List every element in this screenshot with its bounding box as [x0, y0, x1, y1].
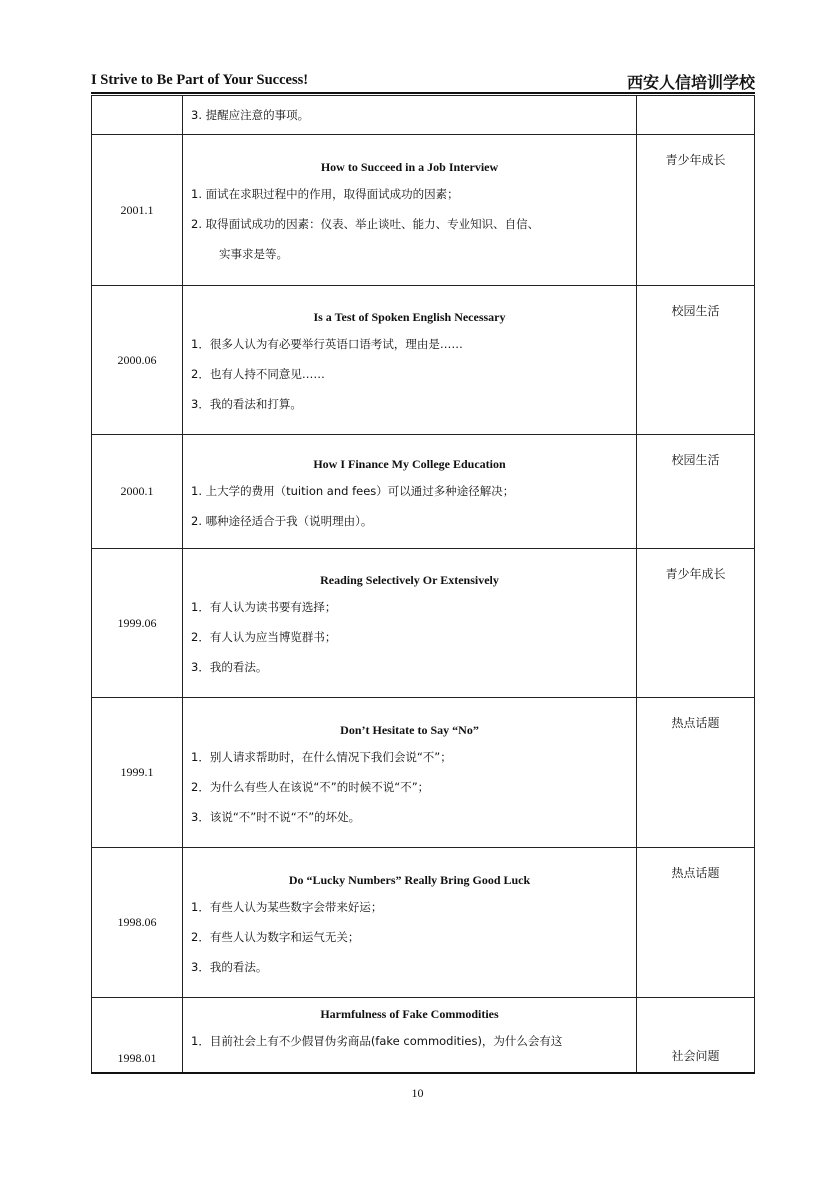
- point-text: 2．为什么有些人在该说“不”的时候不说“不”；: [191, 779, 430, 794]
- point-text: 3．我的看法。: [191, 660, 268, 674]
- category-cell: [637, 698, 755, 848]
- topic-title: How I Finance My College Education: [313, 456, 506, 471]
- category-cell: [637, 435, 755, 549]
- content-cell: [183, 286, 637, 435]
- category-cell: [637, 549, 755, 698]
- category-text: 热点话题: [671, 716, 720, 730]
- topic-title: Reading Selectively Or Extensively: [320, 573, 499, 587]
- table-row: [92, 549, 755, 698]
- point-text: 1．很多人认为有必要举行英语口语考试，理由是……: [191, 337, 463, 351]
- point-text: 2. 取得面试成功的因素：仪表、举止谈吐、能力、专业知识、自信、: [191, 217, 540, 231]
- category-text: [637, 96, 754, 112]
- point-text: 3．我的看法。: [191, 959, 268, 974]
- date-cell: [92, 96, 183, 135]
- table-row: [92, 435, 755, 549]
- category-cell: [637, 286, 755, 435]
- header-rule: [91, 92, 755, 94]
- point-text: 1．目前社会上有不少假冒伪劣商品(fake commodities)，为什么会有这: [191, 1034, 563, 1048]
- table-row: [92, 698, 755, 848]
- date-cell: 1998.06: [92, 848, 183, 998]
- category-text: 校园生活: [671, 453, 720, 467]
- date-cell: 2000.06: [92, 286, 183, 435]
- content-cell: [183, 848, 637, 998]
- essay-topics-table: [91, 95, 755, 1074]
- topic-title: How to Succeed in a Job Interview: [320, 160, 499, 174]
- point-text: 1. 上大学的费用（tuition and fees）可以通过多种途径解决；: [191, 483, 515, 498]
- point-text: 1．有些人认为某些数字会带来好运；: [191, 899, 383, 914]
- point-text: 实事求是等。: [219, 247, 288, 261]
- date-cell: [92, 998, 183, 1073]
- point-text: 2. 哪种途径适合于我（说明理由）。: [191, 513, 373, 528]
- category-text: 青少年成长: [665, 153, 726, 167]
- point-text: 2．有人认为应当博览群书；: [191, 630, 337, 644]
- point-text: 2．也有人持不同意见……: [191, 367, 325, 381]
- point-text: 1. 面试在求职过程中的作用，取得面试成功的因素；: [191, 187, 459, 201]
- date-cell: 2001.1: [92, 135, 183, 286]
- page-number: 10: [411, 1086, 424, 1100]
- date-cell: 1999.06: [92, 549, 183, 698]
- category-cell: [637, 135, 755, 286]
- content-cell: [183, 135, 637, 286]
- table-row: [92, 135, 755, 286]
- category-text: 热点话题: [671, 866, 720, 880]
- point-text: 3．我的看法和打算。: [191, 397, 302, 411]
- category-cell: [637, 998, 755, 1073]
- point-text: 1．有人认为读书要有选择；: [191, 600, 337, 614]
- table-row: [92, 848, 755, 998]
- content-cell: [183, 549, 637, 698]
- point-text: 2．有些人认为数字和运气无关；: [191, 929, 360, 944]
- table-row: [92, 998, 755, 1073]
- page-header: [91, 70, 755, 92]
- header-slogan: I Strive to Be Part of Your Success!: [91, 72, 309, 88]
- content-cell: [183, 96, 637, 135]
- category-text: 社会问题: [671, 1048, 720, 1063]
- content-cell: [183, 998, 637, 1073]
- point-text: 3．该说“不”时不说“不”的坏处。: [191, 809, 361, 824]
- category-text: 校园生活: [671, 304, 720, 318]
- table-row: [92, 286, 755, 435]
- table-row: [92, 96, 755, 135]
- category-cell: [637, 848, 755, 998]
- date-cell: 1999.1: [92, 698, 183, 848]
- topic-title: Is a Test of Spoken English Necessary: [313, 310, 506, 324]
- topic-title: Harmfulness of Fake Commodities: [320, 1007, 499, 1021]
- date-cell: 2000.1: [92, 435, 183, 549]
- point-text: 3. 提醒应注意的事项。: [191, 108, 310, 122]
- content-cell: [183, 698, 637, 848]
- header-school-name: 西安人信培训学校: [626, 73, 755, 92]
- topic-title: Do “Lucky Numbers” Really Bring Good Luck: [288, 872, 531, 887]
- category-text: 青少年成长: [665, 567, 726, 581]
- category-cell: [637, 96, 755, 135]
- content-cell: [183, 435, 637, 549]
- topic-title: Don’t Hesitate to Say “No”: [340, 722, 479, 737]
- point-text: 1．别人请求帮助时，在什么情况下我们会说“不”；: [191, 749, 452, 764]
- date-text: 1998.01: [117, 1050, 157, 1065]
